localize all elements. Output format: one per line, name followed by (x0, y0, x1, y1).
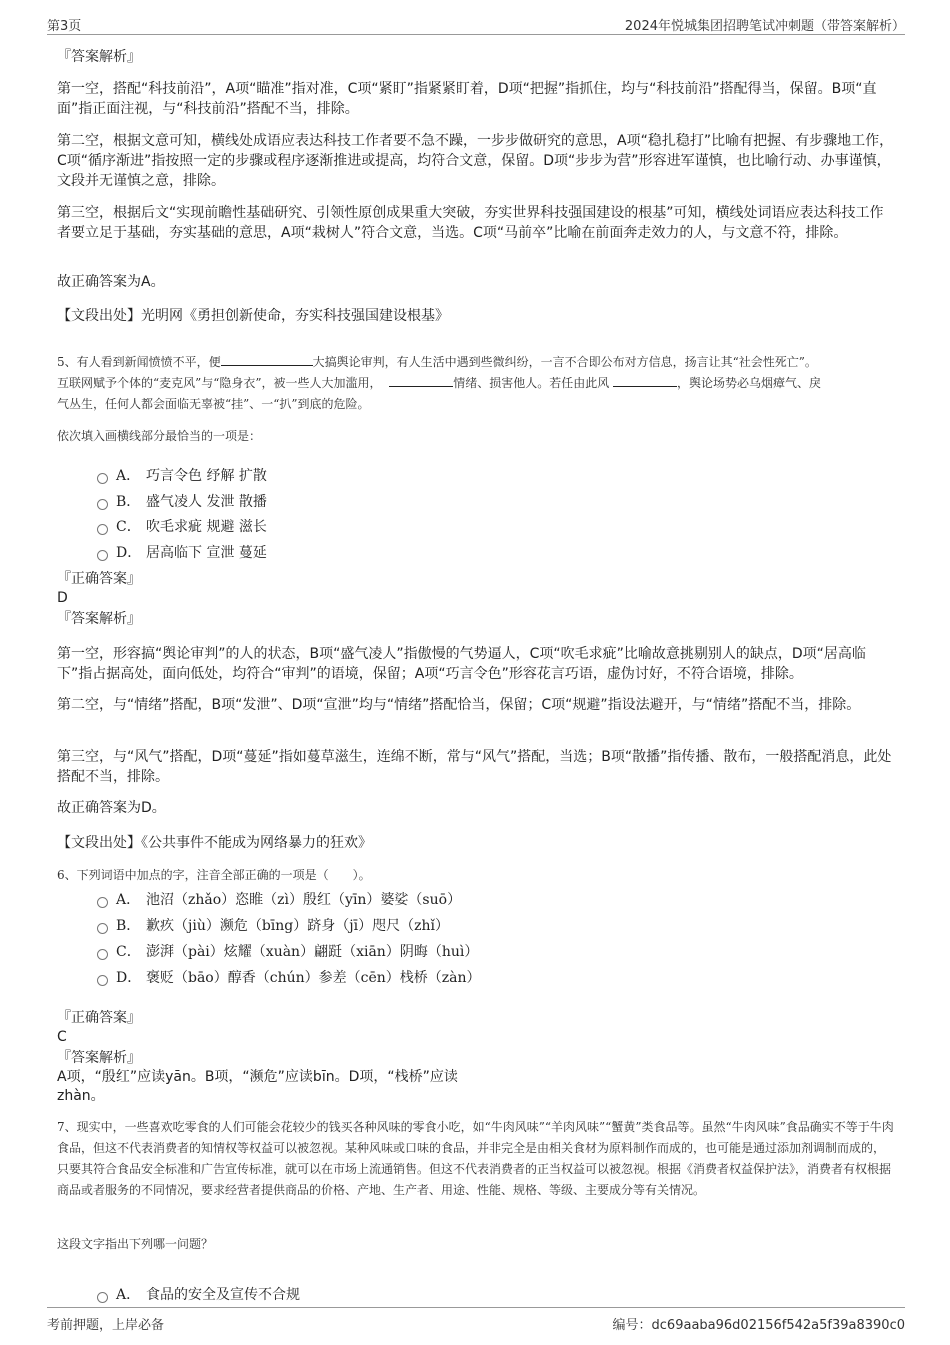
q5-source: 【文段出处】《公共事件不能成为网络暴力的狂欢》 (57, 835, 372, 851)
radio-icon[interactable] (97, 897, 108, 908)
footer-slogan: 考前押题，上岸必备 (47, 1318, 165, 1333)
q6-stem: 6、下列词语中加点的字，注音全部正确的一项是（ ）。 (57, 868, 371, 882)
q5-analysis-para2: 第二空，与“情绪”搭配，B项“发泄”、D项“宣泄”均与“情绪”搭配恰当，保留；C项“规避”指设法避开，与“情绪”搭配不当，排除。 (57, 697, 861, 713)
q6-analysis-label: 『答案解析』 (57, 1050, 141, 1066)
q4-analysis-para1: 第一空，搭配“科技前沿”，A项“瞄准”指对准，C项“紧盯”指紧紧盯着，D项“把握”指抓住，均与“科技前沿”搭配得当，保留。B项“直面”指正面注视，与“科技前沿”搭配不当，排除。 (57, 81, 877, 117)
q6-option-b[interactable]: B． 歉疚（jiù）濒危（bīng）跻身（jī）咫尺（zhǐ） (97, 915, 449, 935)
q7-option-a[interactable]: A． 食品的安全及宣传不合规 (97, 1284, 300, 1304)
q5-analysis-para3: 第三空，与“风气”搭配，D项“蔓延”指如蔓草滋生，连绵不断，常与“风气”搭配，当选；B项“散播”指传播、散布，一般搭配消息，此处搭配不当，排除。 (57, 749, 892, 785)
q5-conclusion: 故正确答案为D。 (57, 800, 166, 816)
radio-icon[interactable] (97, 550, 108, 561)
q5-option-b[interactable]: B． 盛气凌人 发泄 散播 (97, 491, 267, 511)
q5-prompt: 依次填入画横线部分最恰当的一项是： (57, 429, 262, 443)
blank-1 (221, 353, 313, 366)
q4-source: 【文段出处】光明网《勇担创新使命，夯实科技强国建设根基》 (57, 308, 449, 324)
page-footer (47, 1307, 905, 1332)
radio-icon[interactable] (97, 473, 108, 484)
q7-stem: 7、现实中，一些喜欢吃零食的人们可能会花较少的钱买各种风味的零食小吃，如“牛肉风味”“羊肉风味”“蟹黄”类食品等。虽然“牛肉风味”食品确实不等于牛肉食品，但这不代表消费者的知情权等权益可以被忽视。某种风味或口味的食品，并非完全是由相关食材为原料制作而成的，也可能是通过添加剂调制而成的，只要其符合食品安全标准和广告宣传标准，就可以在市场上流通销售。但这不代表消费者的正当权益可以被忽视。根据《消费者权益保护法》，消费者有权根据商品或者服务的不同情况，要求经营者提供商品的价格、产地、生产者、用途、性能、规格、等级、主要成分等有关情况。 (57, 1120, 894, 1197)
q6-analysis-line2: zhàn。 (57, 1088, 105, 1104)
page-number: 第3页 (47, 19, 82, 34)
page-header (47, 12, 905, 35)
q6-option-a[interactable]: A． 池沼（zhǎo）恣睢（zì）殷红（yīn）婆娑（suō） (97, 889, 461, 909)
q6-answer: C (57, 1029, 67, 1045)
q6-answer-label: 『正确答案』 (57, 1010, 141, 1026)
radio-icon[interactable] (97, 949, 108, 960)
q5-answer: D (57, 590, 68, 606)
blank-3 (613, 374, 677, 387)
q5-answer-label: 『正确答案』 (57, 571, 141, 587)
q5-option-d[interactable]: D． 居高临下 宣泄 蔓延 (97, 542, 267, 562)
q6-option-d[interactable]: D． 褒贬（bāo）醇香（chún）参差（cēn）栈桥（zàn） (97, 967, 481, 987)
q5-option-c[interactable]: C． 吹毛求疵 规避 滋长 (97, 516, 267, 536)
radio-icon[interactable] (97, 1292, 108, 1303)
q4-conclusion: 故正确答案为A。 (57, 274, 165, 290)
q5-analysis-label: 『答案解析』 (57, 611, 141, 627)
radio-icon[interactable] (97, 975, 108, 986)
q5-analysis-para1: 第一空，形容搞“舆论审判”的人的状态，B项“盛气凌人”指傲慢的气势逼人，C项“吹毛求疵”比喻故意挑剔别人的缺点，D项“居高临下”指占据高处，面向低处，均符合“审判”的语境，保留；A项“巧言令色”形容花言巧语，虚伪讨好，不符合语境，排除。 (57, 646, 866, 682)
q6-option-c[interactable]: C． 澎湃（pài）炫耀（xuàn）翩跹（xiān）阴晦（huì） (97, 941, 478, 961)
q4-analysis-para2: 第二空，根据文意可知，横线处成语应表达科技工作者要不急不躁，一步步做研究的意思，A项“稳扎稳打”比喻有把握、有步骤地工作，C项“循序渐进”指按照一定的步骤或程序逐渐推进或提高，均符合文意，保留。D项“步步为营”形容进军谨慎，也比喻行动、办事谨慎，文段并无谨慎之意，排除。 (57, 133, 894, 189)
document-code: 编号：dc69aaba96d02156f542a5f39a8390c0 (612, 1318, 905, 1333)
radio-icon[interactable] (97, 499, 108, 510)
q4-analysis-para3: 第三空，根据后文“实现前瞻性基础研究、引领性原创成果重大突破，夯实世界科技强国建设的根基”可知，横线处词语应表达科技工作者要立足于基础，夯实基础的意思，A项“栽树人”符合文意，当选。C项“马前卒”比喻在前面奔走效力的人，与文意不符，排除。 (57, 205, 884, 241)
radio-icon[interactable] (97, 923, 108, 934)
q5-stem: 5、有人看到新闻愤愤不平，便 大搞舆论审判，有人生活中遇到些微纠纷，一言不合即公布对方信息，扬言让其“社会性死亡”。 互联网赋予个体的“麦克风”与“隐身衣”，被一些人大加滥用， 情绪、损害他人。若任由此风 ，舆论场势必乌烟瘴气、戾 气丛生，任何人都会面临无辜被“挂”、一“扒”到底的危险。 (57, 355, 822, 411)
q4-analysis-label: 『答案解析』 (57, 49, 141, 65)
document-title: 2024年悦城集团招聘笔试冲刺题（带答案解析） (624, 19, 905, 34)
radio-icon[interactable] (97, 524, 108, 535)
q7-prompt: 这段文字指出下列哪一问题？ (57, 1237, 214, 1251)
blank-2 (389, 374, 453, 387)
q5-option-a[interactable]: A． 巧言令色 纾解 扩散 (97, 465, 267, 485)
q6-analysis-line1: A项，“殷红”应读yān。B项，“濒危”应读bīn。D项，“栈桥”应读 (57, 1069, 458, 1085)
